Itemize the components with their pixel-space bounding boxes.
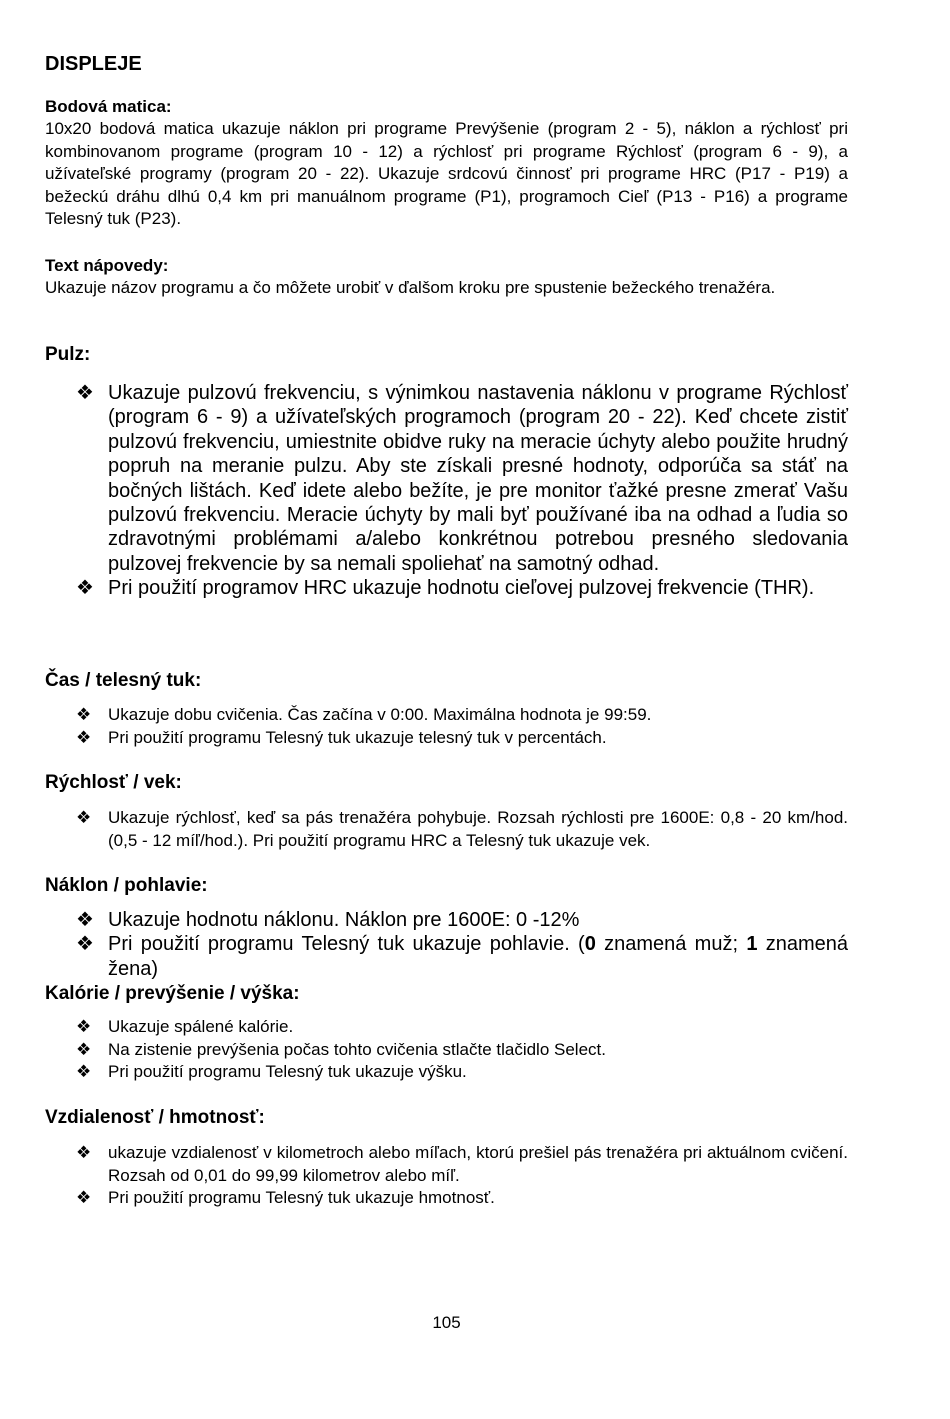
list-item-text: Ukazuje spálené kalórie. (108, 1017, 294, 1036)
four-diamond-bullet-icon: ❖ (76, 1017, 92, 1036)
section-distance (45, 1106, 848, 1210)
bullet-list (45, 704, 848, 749)
bullet-list (45, 908, 848, 981)
list-item-text: Na zistenie prevýšenia počas tohto cvičenia stlačte tlačidlo Select. (108, 1039, 606, 1059)
page-number: 105 (432, 1313, 461, 1332)
list-item-text: Pri použití programu Telesný tuk ukazuje výšku. (108, 1062, 467, 1081)
list-item (45, 908, 848, 932)
section-pulse (45, 343, 848, 601)
four-diamond-bullet-icon: ❖ (76, 933, 94, 956)
section-heading: Čas / telesný tuk: (45, 670, 202, 691)
bullet-list (45, 1016, 848, 1084)
list-item-text: Pri použití programov HRC ukazuje hodnotu cieľovej pulzovej frekvencie (THR). (108, 577, 815, 600)
section-heading: Kalórie / prevýšenie / výška: (45, 983, 300, 1004)
list-item (45, 1016, 848, 1039)
section-heading: Rýchlosť / vek: (45, 772, 182, 793)
four-diamond-bullet-icon: ❖ (76, 382, 94, 404)
section-incline (45, 874, 848, 981)
list-item-text: Ukazuje rýchlosť, keď sa pás trenažéra pohybuje. Rozsah rýchlosti pre 1600E: 0,8 - 20 km/hod. (0,5 - 12 míľ/hod.). Pri použití programu HRC a Telesný tuk ukazuje vek. (108, 808, 848, 850)
list-item-text: Ukazuje dobu cvičenia. Čas začína v 0:00. Maximálna hodnota je 99:59. (108, 705, 652, 724)
section-heading: Pulz: (45, 344, 91, 365)
four-diamond-bullet-icon: ❖ (76, 808, 92, 827)
list-item (45, 727, 848, 750)
list-item-text: znamená žena) (108, 933, 848, 980)
section-matrix (45, 96, 848, 231)
section-heading: Bodová matica: (45, 97, 172, 116)
four-diamond-bullet-icon: ❖ (76, 1143, 92, 1162)
section-speed (45, 771, 848, 852)
value-male: 0 (584, 933, 596, 956)
section-text: Ukazuje názov programu a čo môžete urobiť v ďalšom kroku pre spustenie bežeckého trenažéra. (45, 278, 776, 297)
list-item (45, 381, 848, 576)
page-title: DISPLEJE (45, 53, 142, 75)
four-diamond-bullet-icon: ❖ (76, 705, 92, 724)
list-item (45, 1142, 848, 1187)
list-item-text: Pri použití programu Telesný tuk ukazuje pohlavie. ( (108, 933, 585, 956)
bullet-list (45, 807, 848, 852)
list-item (45, 807, 848, 852)
section-calories (45, 982, 848, 1084)
list-item-text: znamená muž; (595, 933, 747, 956)
bullet-list (45, 381, 848, 601)
list-item-text: Pri použití programu Telesný tuk ukazuje telesný tuk v percentách. (108, 727, 607, 747)
section-text: 10x20 bodová matica ukazuje náklon pri programe Prevýšenie (program 2 - 5), náklon a rýchlosť pri kombinovanom programe (program 10 - 12) a rýchlosť pri programe Rýchlosť (program 6 - 9), a užívateľské programy (program 20 - 22). Ukazuje srdcovú činnosť pri programe HRC (P17 - P19) a bežeckú dráhu dlhú 0,4 km pri manuálnom programe (P1), programoch Cieľ (P13 - P16) a programe Telesný tuk (P23). (45, 119, 848, 228)
value-female: 1 (746, 933, 758, 956)
list-item (45, 932, 848, 981)
section-heading: Text nápovedy: (45, 256, 169, 275)
four-diamond-bullet-icon: ❖ (76, 1039, 92, 1059)
list-item-text: Ukazuje pulzovú frekvenciu, s výnimkou nastavenia náklonu v programe Rýchlosť (program 6 - 9) a užívateľských programoch (program 20 - 22). Keď chcete zistiť pulzovú frekvenciu, umiestnite obidve ruky na meracie úchyty alebo použite hrudný popruh na meranie pulzu. Aby ste získali presné hodnoty, odporúča sa stáť na bočných lištách. Keď idete alebo bežíte, je pre monitor ťažké presne zmerať Vašu pulzovú frekvenciu. Meracie úchyty by mali byť používané iba na odhad a ľudia so zdravotnými problémami a/alebo konkrétnou potrebou presného sledovania pulzovej frekvencie by sa nemali spoliehať na samotný odhad. (108, 382, 848, 575)
list-item (45, 1061, 848, 1084)
list-item-text: Pri použití programu Telesný tuk ukazuje hmotnosť. (108, 1188, 495, 1207)
section-heading: Náklon / pohlavie: (45, 875, 208, 896)
section-heading: Vzdialenosť / hmotnosť: (45, 1107, 265, 1128)
four-diamond-bullet-icon: ❖ (76, 1062, 92, 1081)
four-diamond-bullet-icon: ❖ (76, 909, 94, 931)
four-diamond-bullet-icon: ❖ (76, 577, 94, 600)
list-item-text: ukazuje vzdialenosť v kilometroch alebo míľach, ktorú prešiel pás trenažéra pri aktuálnom cvičení. Rozsah od 0,01 do 99,99 kilometrov alebo míľ. (108, 1143, 848, 1185)
four-diamond-bullet-icon: ❖ (76, 1188, 92, 1207)
list-item (45, 1187, 848, 1210)
list-item (45, 576, 848, 600)
four-diamond-bullet-icon: ❖ (76, 727, 92, 747)
list-item (45, 704, 848, 727)
section-help-text (45, 255, 848, 300)
section-time (45, 669, 848, 749)
bullet-list (45, 1142, 848, 1210)
list-item (45, 1039, 848, 1062)
list-item-text: Ukazuje hodnotu náklonu. Náklon pre 1600E: 0 -12% (108, 909, 580, 931)
